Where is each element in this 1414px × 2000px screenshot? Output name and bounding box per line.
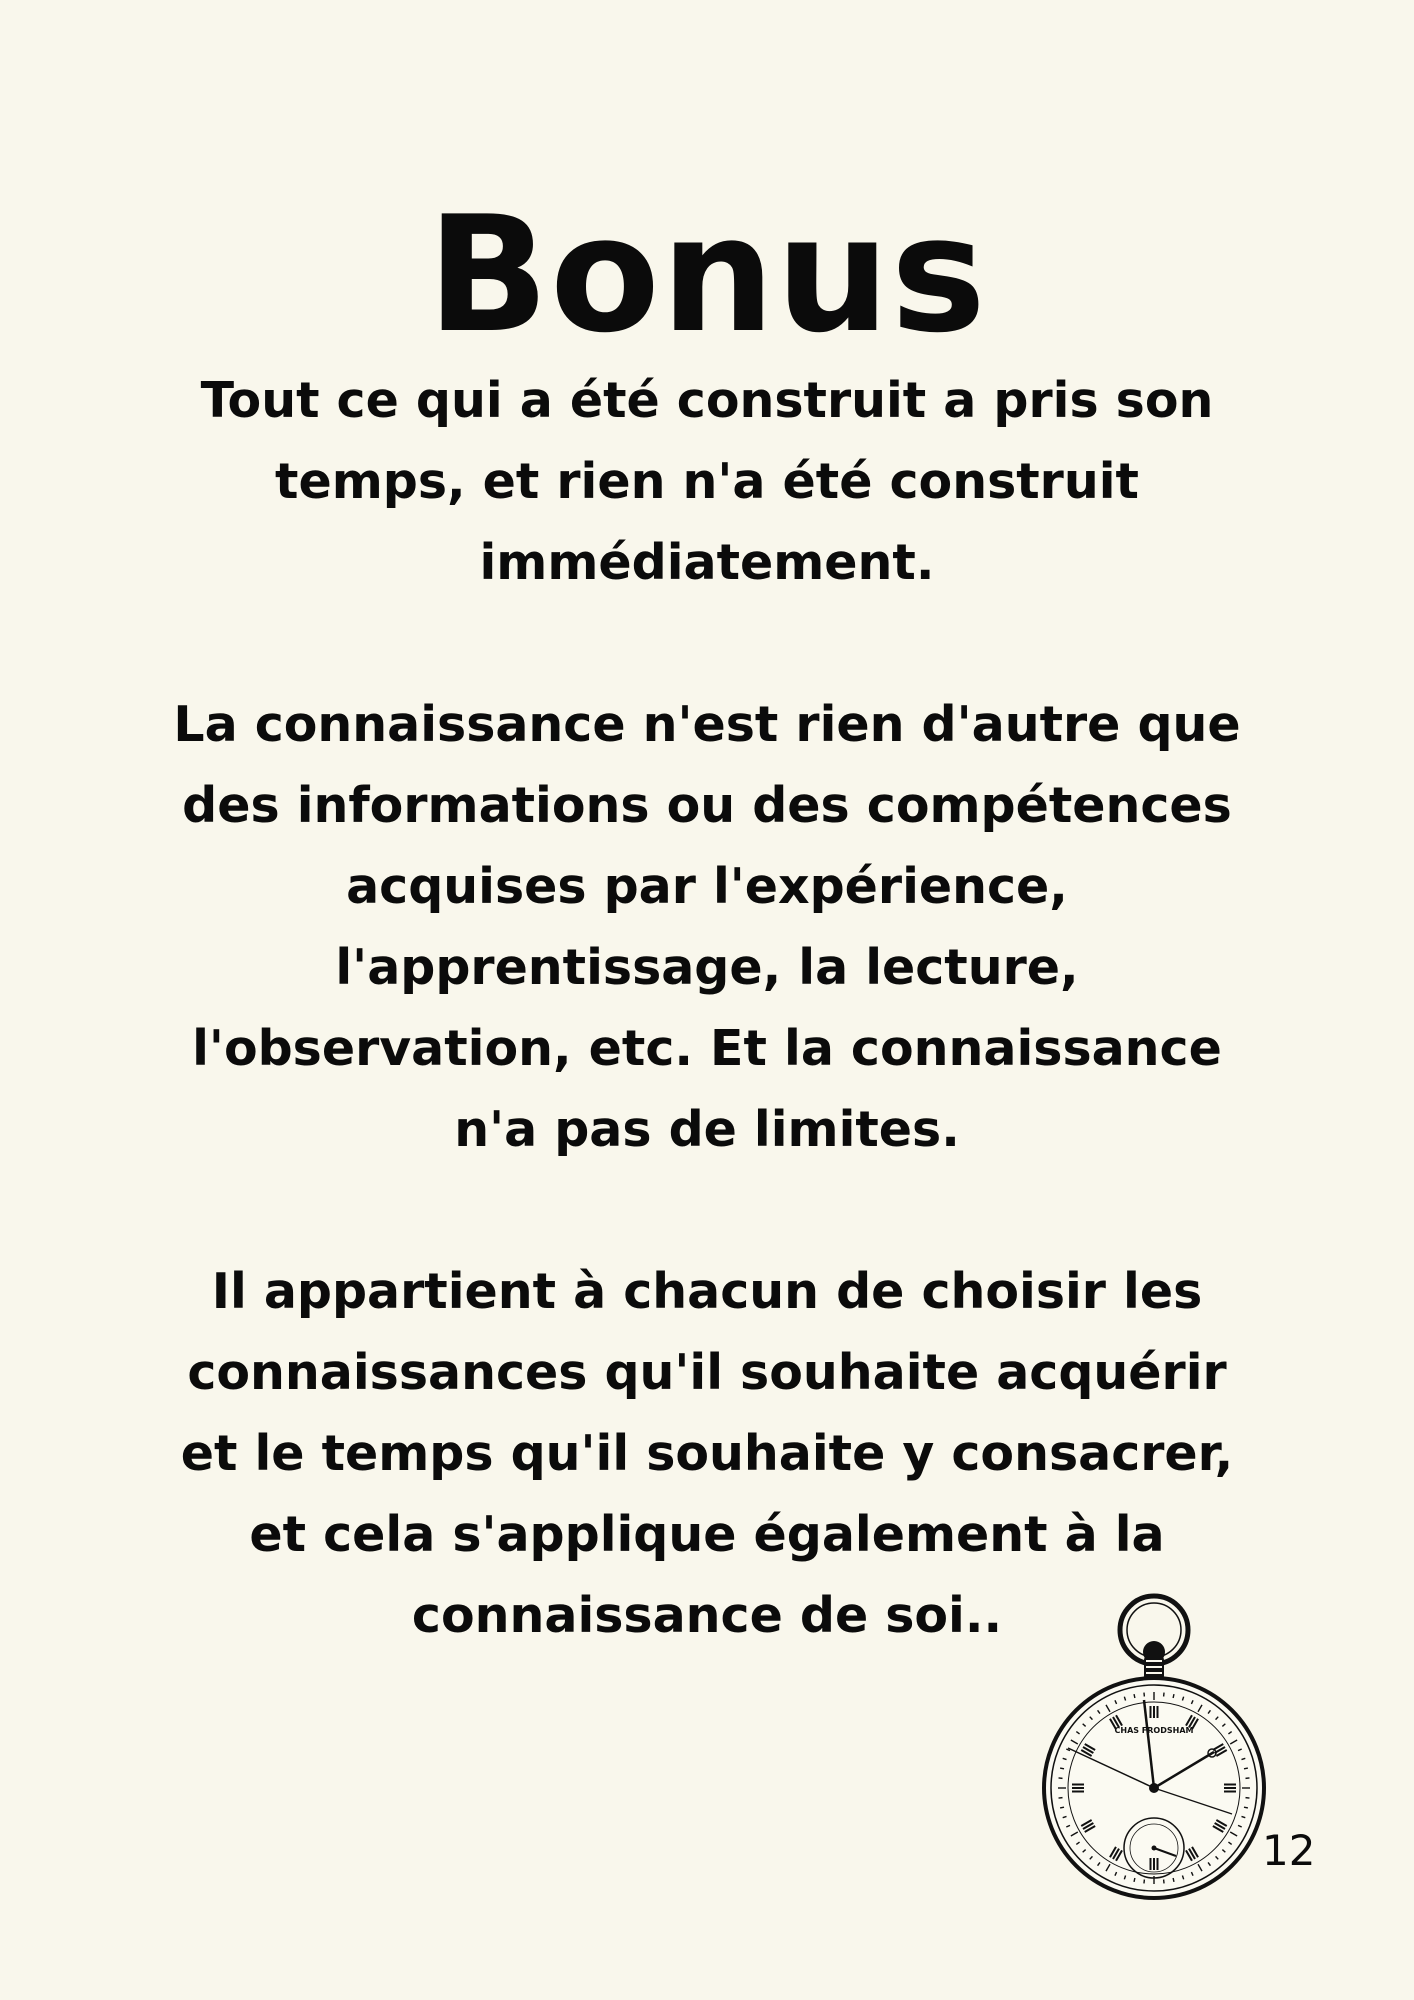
paragraph-3: Il appartient à chacun de choisir les connaissances qu'il souhaite acquérir et le temps qu'il souhaite y consacrer, et cela s'applique également à la connaissance de soi.. bbox=[180, 1263, 1234, 1644]
paragraph-spacer bbox=[160, 603, 1254, 684]
pocket-watch-icon bbox=[1036, 1590, 1276, 1910]
page-number: 12 bbox=[1262, 1826, 1316, 1875]
dial-maker-text: CHAS FRODSHAM bbox=[1114, 1726, 1194, 1735]
paragraph-spacer bbox=[160, 1170, 1254, 1251]
body-text bbox=[160, 360, 1254, 1656]
page-title: Bonus bbox=[427, 181, 987, 368]
paragraph-1: Tout ce qui a été construit a pris son temps, et rien n'a été construit immédiatement. bbox=[200, 372, 1214, 591]
paragraph-2: La connaissance n'est rien d'autre que des informations ou des compétences acquises par l'expérience, l'apprentissage, la lecture, l'observation, etc. Et la connaissance n'a pas de limites. bbox=[173, 696, 1241, 1158]
